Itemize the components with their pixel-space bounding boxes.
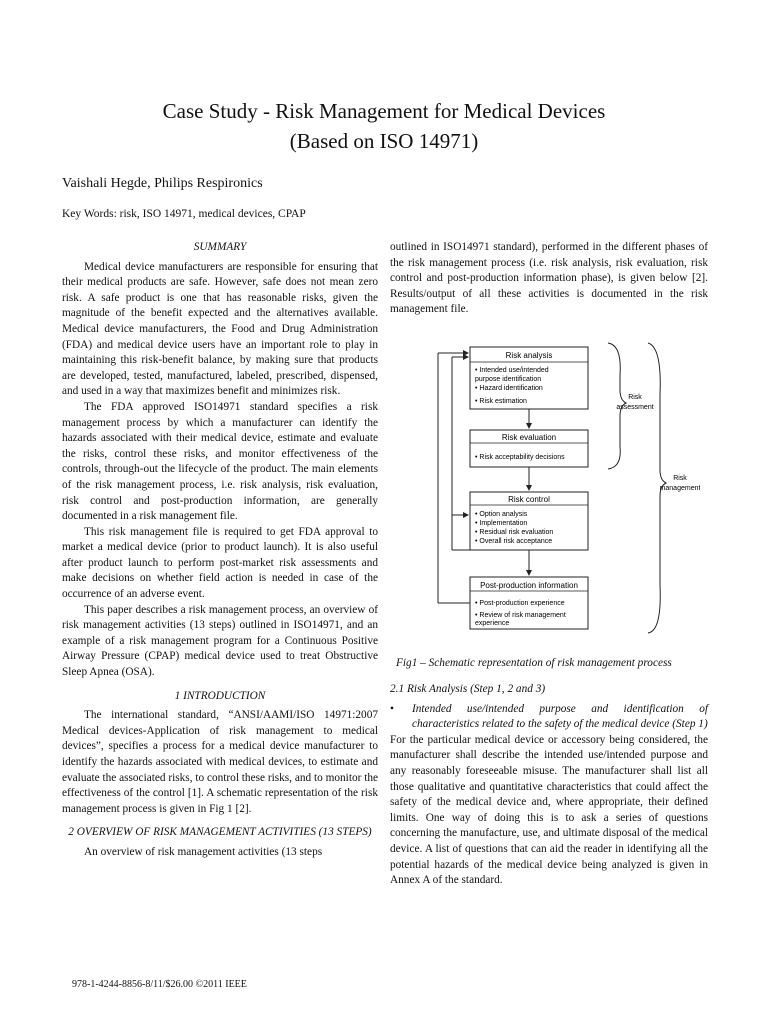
risk-evaluation-item-1: • Risk acceptability decisions [475,454,565,461]
introduction-heading: 1 INTRODUCTION [174,689,266,702]
title-line-1: Case Study - Risk Management for Medical Devices [162,99,606,123]
risk-assessment-label-1: Risk [628,394,642,401]
right-column-paragraph: outlined in ISO14971 standard), performed in the different phases of the risk management process (i.e. risk analysis, risk evaluation, risk control and post-production information phase), is given below [2]. Results/output of all these activities is documented in the risk management file. [390,241,708,316]
risk-assessment-label-2: assessment [616,404,654,411]
risk-control-box [470,492,588,550]
risk-control-item-1: • Option analysis [475,511,528,518]
risk-analysis-item-1: • Intended use/intended [475,367,549,374]
introduction-paragraph: The international standard, “ANSI/AAMI/ISO 14971:2007 Medical devices-Application of risk management to medical devices”, specifies a process for a medical device manufacturer to identify the hazards associated with medical devices, to estimate and evaluate the associated risks, to control these risks, and to monitor the effectiveness of the control [1]. A schematic representation of the risk management process is given in Fig 1 [2]. [62,709,378,815]
risk-analysis-box [470,347,588,409]
risk-evaluation-box [470,430,588,467]
summary-paragraph-1: Medical device manufacturers are responsible for ensuring that their medical products are safe. However, safe does not mean zero risk. A safe product is one that has reasonable risks, given the magnitude of the benefit expected and the alternatives available. Medical device manufacturers, the Food and Drug Administration (FDA) and medical device users have an important role to play in maintaining this risk-benefit balance, by making sure that products are developed, tested, manufactured, labeled, prescribed, dispensed, and used in a way that maximizes benefit and minimizes risk. [62,260,378,398]
post-production-item-1: • Post-production experience [475,600,565,607]
post-production-title: Post-production information [480,581,578,590]
author-line: Vaishali Hegde, Philips Respironics [62,176,263,191]
risk-management-label-2: management [659,485,700,492]
right-column-top [390,240,708,318]
risk-control-item-4: • Overall risk acceptance [475,538,553,545]
section-2-1-bullet-text: Intended use/intended purpose and identification of characteristics related to the safety of the medical device (Step 1) [412,702,708,731]
risk-analysis-item-3: • Hazard identification [475,385,543,392]
title-line-2: (Based on ISO 14971) [289,129,479,153]
risk-analysis-title: Risk analysis [505,351,553,360]
paper-title [0,96,768,156]
section-2-1-heading: 2.1 Risk Analysis (Step 1, 2 and 3) [390,683,546,695]
feedback-arrows [438,353,470,603]
summary-paragraph-3: This risk management file is required to get FDA approval to market a medical device (prior to product launch). It is also useful after product launch to perform post-market risk assessments and make decisions on whether field action is needed in case of the occurrence of an adverse event. [62,525,378,601]
summary-heading: SUMMARY [193,241,247,253]
overview-heading: 2 OVERVIEW OF RISK MANAGEMENT ACTIVITIES (13 STEPS) [68,826,372,839]
risk-control-title: Risk control [508,495,550,504]
left-column [62,240,378,861]
risk-control-item-3: • Residual risk evaluation [475,529,554,536]
risk-analysis-item-4: • Risk estimation [475,398,527,405]
figure-caption: Fig1 – Schematic representation of risk management process [396,657,672,669]
summary-paragraph-2: The FDA approved ISO14971 standard specifies a risk management process by which a manufacturer can identify the hazards associated with their medical device, estimate and evaluate the risks, control these risks, and monitor effectiveness of the controls, through-out the lifecycle of the product. The main elements of the risk management process, i.e. risk analysis, risk evaluation, risk control and post-production information, are generally documented in a risk management file. [62,400,378,523]
post-production-item-2: • Review of risk management [475,612,566,619]
keywords-line: Key Words: risk, ISO 14971, medical devices, CPAP [62,208,306,220]
diagram-svg [430,335,700,635]
summary-paragraph-4: This paper describes a risk management process, an overview of risk management activities (13 steps) outlined in ISO14971, and an example of a risk management program for a Continuous Positive Airway Pressure (CPAP) medical device used to treat Obstructive Sleep Apnea (OSA). [62,603,378,679]
post-production-box [470,577,588,629]
overview-paragraph: An overview of risk management activities (13 steps [84,845,323,858]
risk-control-item-2: • Implementation [475,520,528,527]
risk-management-label-1: Risk [673,475,687,482]
section-2-1 [390,680,708,889]
section-2-1-paragraph: For the particular medical device or accessory being considered, the manufacturer shall describe the intended use/intended purpose and any reasonably foreseeable misuse. The manufacturer shall list all those qualitative and quantitative characteristics that could affect the safety of the medical device and, where appropriate, their defined limits. One way of doing this is to ask a series of questions concerning the manufacture, use, and ultimate disposal of the medical device. A list of questions that can aid the reader in identifying all the potential hazards of the medical device being analyzed is given in Annex A of the standard. [390,733,708,887]
footer-copyright: 978-1-4244-8856-8/11/$26.00 ©2011 IEEE [72,979,247,990]
bullet-dot-icon: • [390,702,394,715]
post-production-item-3: experience [475,620,510,627]
section-2-1-bullet [390,702,708,733]
risk-analysis-item-2: purpose identification [475,376,542,383]
risk-management-diagram [430,335,700,635]
risk-evaluation-title: Risk evaluation [501,433,557,442]
